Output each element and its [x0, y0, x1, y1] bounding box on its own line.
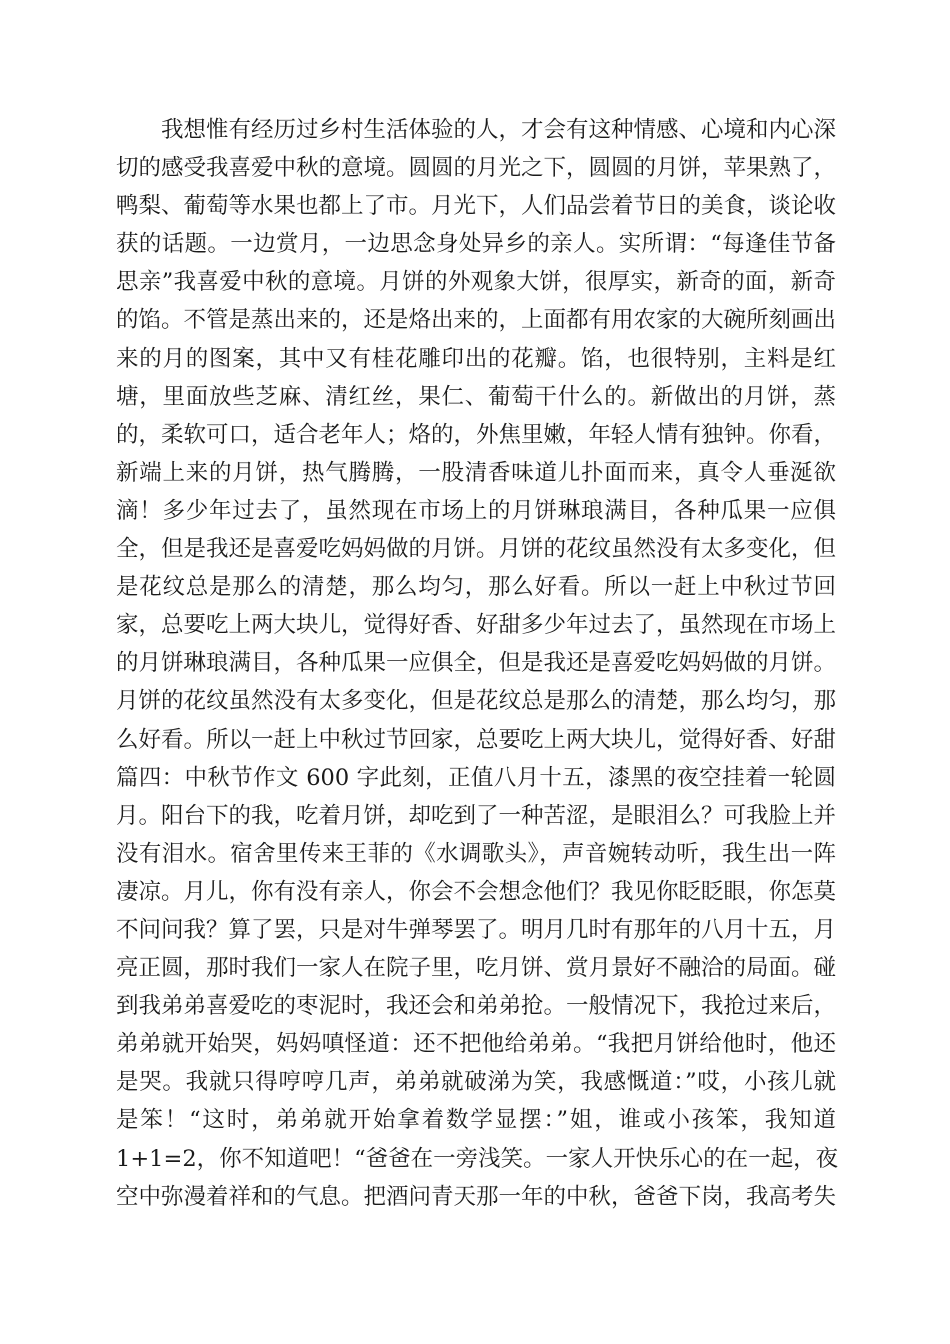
text-line: 的馅。不管是蒸出来的，还是烙出来的，上面都有用农家的大碗所刻画出 — [116, 307, 837, 334]
text-line: 是花纹总是那么的清楚，那么均匀，那么好看。所以一赶上中秋过节回 — [116, 574, 836, 601]
text-line: 篇四：中秋节作文 600 字此刻，正值八月十五，漆黑的夜空挂着一轮圆 — [116, 764, 836, 791]
text-line: 月饼的花纹虽然没有太多变化，但是花纹总是那么的清楚，那么均匀，那 — [116, 688, 837, 715]
text-line: 鸭梨、葡萄等水果也都上了市。月光下，人们品尝着节日的美食，谈论收 — [116, 193, 837, 220]
text-line: 塘，里面放些芝麻、清红丝，果仁、葡萄干什么的。新做出的月饼，蒸 — [116, 383, 836, 410]
text-line: 不问问我？算了罢，只是对牛弹琴罢了。明月几时有那年的八月十五，月 — [116, 916, 837, 943]
text-line: 新端上来的月饼，热气腾腾，一股清香味道儿扑面而来，真令人垂涎欲 — [116, 459, 836, 486]
text-line: 是哭。我就只得哼哼几声，弟弟就破涕为笑，我感慨道：”哎，小孩儿就 — [116, 1069, 836, 1096]
text-line: 来的月的图案，其中又有桂花雕印出的花瓣。馅，也很特别，主料是红 — [116, 345, 836, 372]
text-line: 空中弥漫着祥和的气息。把酒问青天那一年的中秋，爸爸下岗，我高考失 — [116, 1183, 837, 1210]
text-line: 弟弟就开始哭，妈妈嗔怪道：还不把他给弟弟。“我把月饼给他时，他还 — [116, 1031, 836, 1058]
text-line: 月。阳台下的我，吃着月饼，却吃到了一种苦涩，是眼泪么？可我脸上并 — [116, 802, 837, 829]
text-line: 获的话题。一边赏月，一边思念身处异乡的亲人。实所谓：“每逢佳节备 — [116, 231, 836, 258]
text-line: 是笨！“这时，弟弟就开始拿着数学显摆：”姐，谁或小孩笨，我知道 — [116, 1107, 836, 1134]
text-line: 凄凉。月儿，你有没有亲人，你会不会想念他们？我见你眨眨眼，你怎莫 — [116, 878, 837, 905]
essay-body — [116, 111, 839, 1216]
text-line: 么好看。所以一赶上中秋过节回家，总要吃上两大块儿，觉得好香、好甜 — [116, 726, 837, 753]
text-line: 到我弟弟喜爱吃的枣泥时，我还会和弟弟抢。一般情况下，我抢过来后， — [116, 993, 837, 1020]
text-line: 亮正圆，那时我们一家人在院子里，吃月饼、赏月景好不融洽的局面。碰 — [116, 955, 837, 982]
text-line: 滴！多少年过去了，虽然现在市场上的月饼琳琅满目，各种瓜果一应俱 — [116, 497, 836, 524]
text-line: 1+1=2，你不知道吧！“爸爸在一旁浅笑。一家人开快乐心的在一起，夜 — [116, 1145, 839, 1172]
text-line: 没有泪水。宿舍里传来王菲的《水调歌头》，声音婉转动听，我生出一阵 — [116, 840, 836, 867]
text-line: 的，柔软可口，适合老年人；烙的，外焦里嫩，年轻人情有独钟。你看， — [116, 421, 837, 448]
text-line: 思亲”我喜爱中秋的意境。月饼的外观象大饼，很厚实，新奇的面，新奇 — [116, 269, 836, 296]
text-line: 家，总要吃上两大块儿，觉得好香、好甜多少年过去了，虽然现在市场上 — [116, 612, 837, 639]
text-line: 我想惟有经历过乡村生活体验的人，才会有这种情感、心境和内心深 — [161, 117, 837, 143]
text-line: 全，但是我还是喜爱吃妈妈做的月饼。月饼的花纹虽然没有太多变化，但 — [116, 536, 837, 563]
text-line: 的月饼琳琅满目，各种瓜果一应俱全，但是我还是喜爱吃妈妈做的月饼。 — [116, 650, 837, 677]
text-line: 切的感受我喜爱中秋的意境。圆圆的月光之下，圆圆的月饼，苹果熟了， — [116, 155, 837, 182]
